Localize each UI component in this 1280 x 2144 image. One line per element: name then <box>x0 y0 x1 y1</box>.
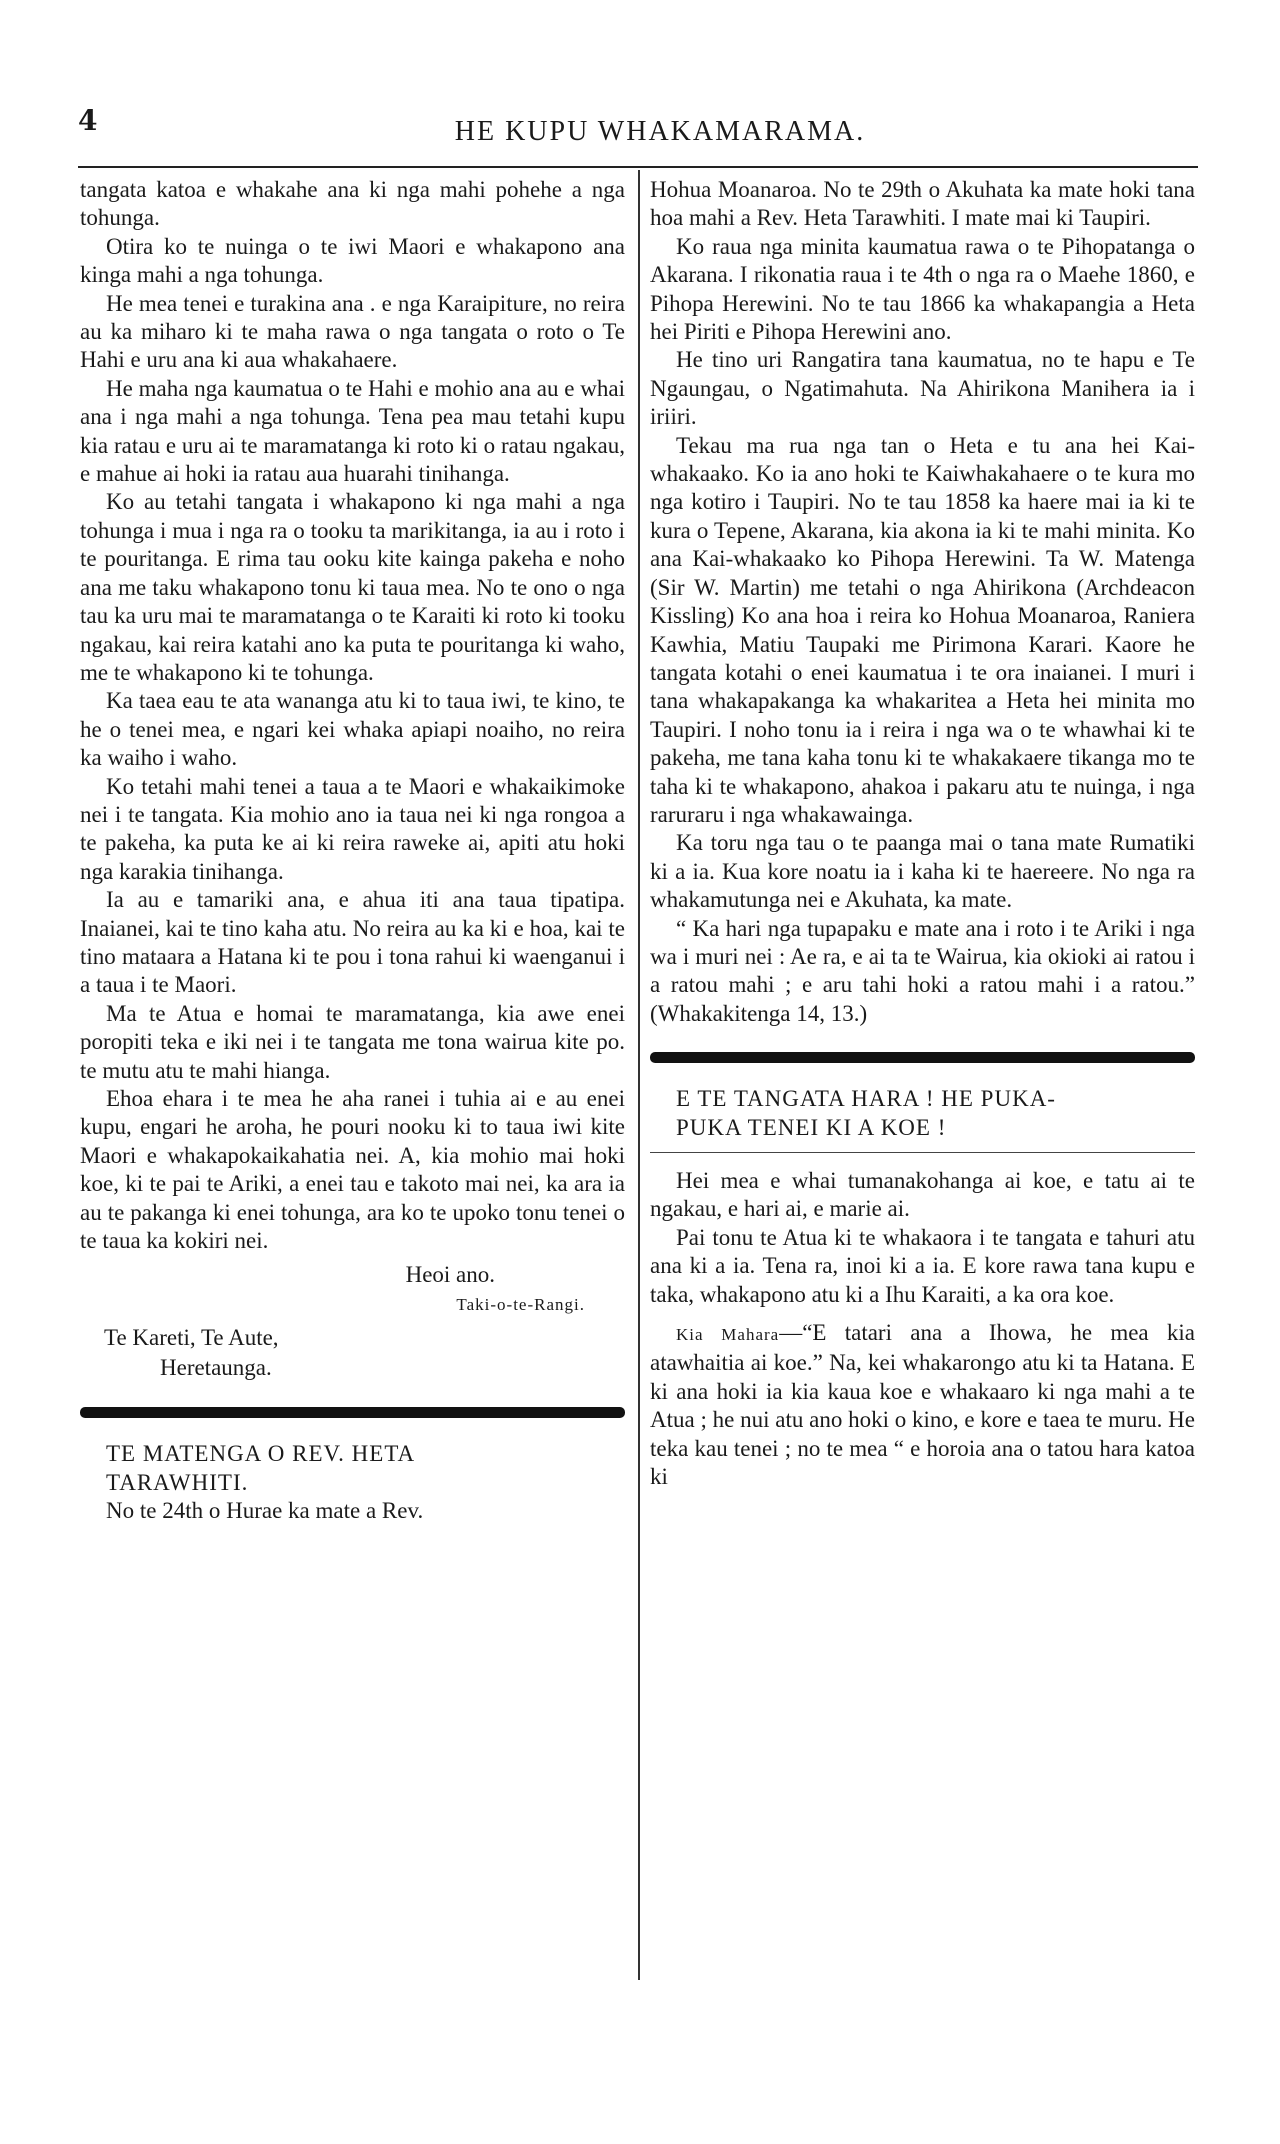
right-paragraph-1: Hohua Moanaroa. No te 29th o Akuhata ka mate hoki tana hoa mahi a Rev. Heta Tarawhiti. I mate mai ki Taupiri. <box>650 177 1195 231</box>
kia-mahara-label: Kia Mahara <box>676 1325 780 1345</box>
left-paragraph-4: He maha nga kaumatua o te Hahi e mohio ana au e whai ana i nga mahi a nga tohunga. Tena pea mau tetahi kupu kia ratau e uru ai te maramatanga ki roto ki o ratau ngakau, e mahue ai hoki ia ratau aua huarahi tinihanga. <box>80 375 625 487</box>
tract-paragraph-3 <box>650 1319 1195 1491</box>
signature-place-2: Heretaunga. <box>160 1355 272 1381</box>
right-paragraph-6: “ Ka hari nga tupapaku e mate ana i roto i te Ariki i nga wa i muri nei : Ae ra, e ai ta te Wairua, kia okioki ai ratou i a ratou mahi ; e aru tahi hoki a ratou mahi i a ratou.” (Whakakitenga 14, 13.) <box>650 915 1195 1026</box>
right-column <box>650 176 1195 1491</box>
tract-paragraph-1: Hei mea e whai tumanakohanga ai koe, e tatu ai te ngakau, e hari ai, e marie ai. <box>650 1168 1195 1222</box>
obituary-title: TE MATENGA O REV. HETA <box>106 1441 416 1467</box>
tract-subtitle: PUKA TENEI KI A KOE ! <box>676 1114 947 1140</box>
left-column <box>80 176 625 1526</box>
left-paragraph-2: Otira ko te nuinga o te iwi Maori e whakapono ana kinga mahi a nga tohunga. <box>80 233 625 288</box>
column-divider <box>638 170 640 1980</box>
left-paragraph-8: Ia au e tamariki ana, e ahua iti ana taua tipatipa. Inaianei, kai te tino kaha atu. No reira au ka ki e hoa, kai te tino mataara a Hatana ki te pou i tona rahui ki waenganui i a taua i te Maori. <box>80 887 625 998</box>
tract-title: E TE TANGATA HARA ! HE PUKA- <box>676 1086 1056 1112</box>
left-paragraph-9: Ma te Atua e homai te maramatanga, kia awe enei poropiti teka e iki nei i te tangata me tona wairua kite po. te mutu atu te mahi hianga. <box>80 1000 625 1083</box>
left-paragraph-6: Ka taea eau te ata wananga atu ki to taua iwi, te kino, te he o tenei mea, e ngari kei whaka apiapi noaiho, no reira ka waiho i waho. <box>80 688 625 771</box>
left-paragraph-10: Ehoa ehara i te mea he aha ranei i tuhia ai e au enei kupu, engari he aroha, he pouri nooku ki to taua iwi kite Maori e whakapokaikahatia nei. A, kia mohio mai hoki koe, ki te pai te Ariki, a enei tau e takoto mai nei, ka ara ia au te pakanga ki enei tohunga, ara ko te upoko tonu tenei o te taua ka kokiri nei. <box>80 1086 625 1254</box>
left-paragraph-1: tangata katoa e whakahe ana ki nga mahi pohehe a nga tohunga. <box>80 177 625 231</box>
left-paragraph-5: Ko au tetahi tangata i whakapono ki nga mahi a nga tohunga i mua i nga ra o tooku ta marikitanga, ia au i roto i te pouritanga. E rima tau ooku kite kainga pakeha e noho ana me taku whakapono tonu ki taua mea. No te ono o nga tau ka uru mai te maramatanga o te Karaiti ki roto ki tooku ngakau, kai reira katahi ano ka puta te pouritanga ki waho, me te whakapono ki te tohunga. <box>80 489 625 685</box>
left-paragraph-7: Ko tetahi mahi tenei a taua a te Maori e whakaikimoke nei i te tangata. Kia mohio ano ia taua nei ki nga rongoa a te pakeha, ka puta ke ai ki reira raweke ai, apiti atu hoki nga karakia tinihanga. <box>80 773 625 884</box>
obituary-paragraph: No te 24th o Hurae ka mate a Rev. <box>106 1498 424 1524</box>
section-rule-right <box>650 1052 1195 1063</box>
right-paragraph-3: He tino uri Rangatira tana kaumatua, no te hapu e Te Ngaungau, o Ngatimahuta. Na Ahirikona Manihera ia i iriiri. <box>650 347 1195 430</box>
right-paragraph-2: Ko raua nga minita kaumatua rawa o te Pihopatanga o Akarana. I rikonatia raua i te 4th o nga ra o Maehe 1860, e Pihopa Herewini. No te tau 1866 ka whakapangia a Heta hei Piriti e Pihopa Herewini ano. <box>650 233 1195 345</box>
tract-paragraph-2: Pai tonu te Atua ki te whakaora i te tangata e tahuri atu ana ki a ia. Tena ra, inoi ki a ia. E kore rawa tana kupu e taka, whakapono atu ki a Ihu Karaiti, a ka ora koe. <box>650 1224 1195 1307</box>
signature-place-1: Te Kareti, Te Aute, <box>104 1325 279 1351</box>
left-paragraph-3: He mea tenei e turakina ana . e nga Karaipiture, no reira au ka miharo ki te maha rawa o nga tangata o roto o Te Hahi e uru ana ki aua whakahaere. <box>80 290 625 373</box>
header-rule <box>78 166 1198 168</box>
right-paragraph-5: Ka toru nga tau o te paanga mai o tana mate Rumatiki ki a ia. Kua kore noatu ia i kaha ki te haereere. No nga ra whakamutunga nei e Akuhata, ka mate. <box>650 830 1195 913</box>
kia-mahara-text: —“E tatari ana a Ihowa, he mea kia atawhaitia ai koe.” Na, kei whakarongo atu ki ta Hatana. E ki ana hoki ia kia kaua koe e whakaaro ki nga mahi a te Atua ; he nui atu ano hoki o kino, e kore e taea te muru. He teka kau tenei ; no te mea “ e horoia ana o tatou hara katoa ki <box>650 1320 1195 1490</box>
page-number: 4 <box>78 104 98 137</box>
signoff: Heoi ano. <box>405 1262 495 1288</box>
obituary-subtitle: TARAWHITI. <box>106 1469 249 1495</box>
section-rule <box>80 1407 625 1418</box>
signature: Taki-o-te-Rangi. <box>456 1295 585 1315</box>
tract-rule <box>650 1152 1195 1153</box>
running-title: HE KUPU WHAKAMARAMA. <box>454 116 866 147</box>
right-paragraph-4: Tekau ma rua nga tan o Heta e tu ana hei Kai-whakaako. Ko ia ano hoki te Kaiwhakahaere o te kura mo nga kotiro i Taupiri. No te tau 1858 ka haere mai ia ki te kura o Tepene, Akarana, kia akona ia ki te mahi minita. Ko ana Kai-whakaako ko Pihopa Herewini. Ta W. Matenga (Sir W. Martin) me tetahi o nga Ahirikona (Archdeacon Kissling) Ko ana hoa i reira ko Hohua Moanaroa, Raniera Kawhia, Matiu Taupaki me Pirimona Karari. Kaore he tangata kotahi o enei kaumatua i te ora inaianei. I muri i tana whakapakanga ka whakaritea a Heta hei minita mo Taupiri. I noho tonu ia i reira i nga wa o te whawhai ki te pakeha, me tana kaha tonu ki te whakakaere tikanga mo te taha ki te whakapono, ahakoa i pakaru atu te nuinga, i nga raruraru i nga whakawainga. <box>650 432 1195 827</box>
